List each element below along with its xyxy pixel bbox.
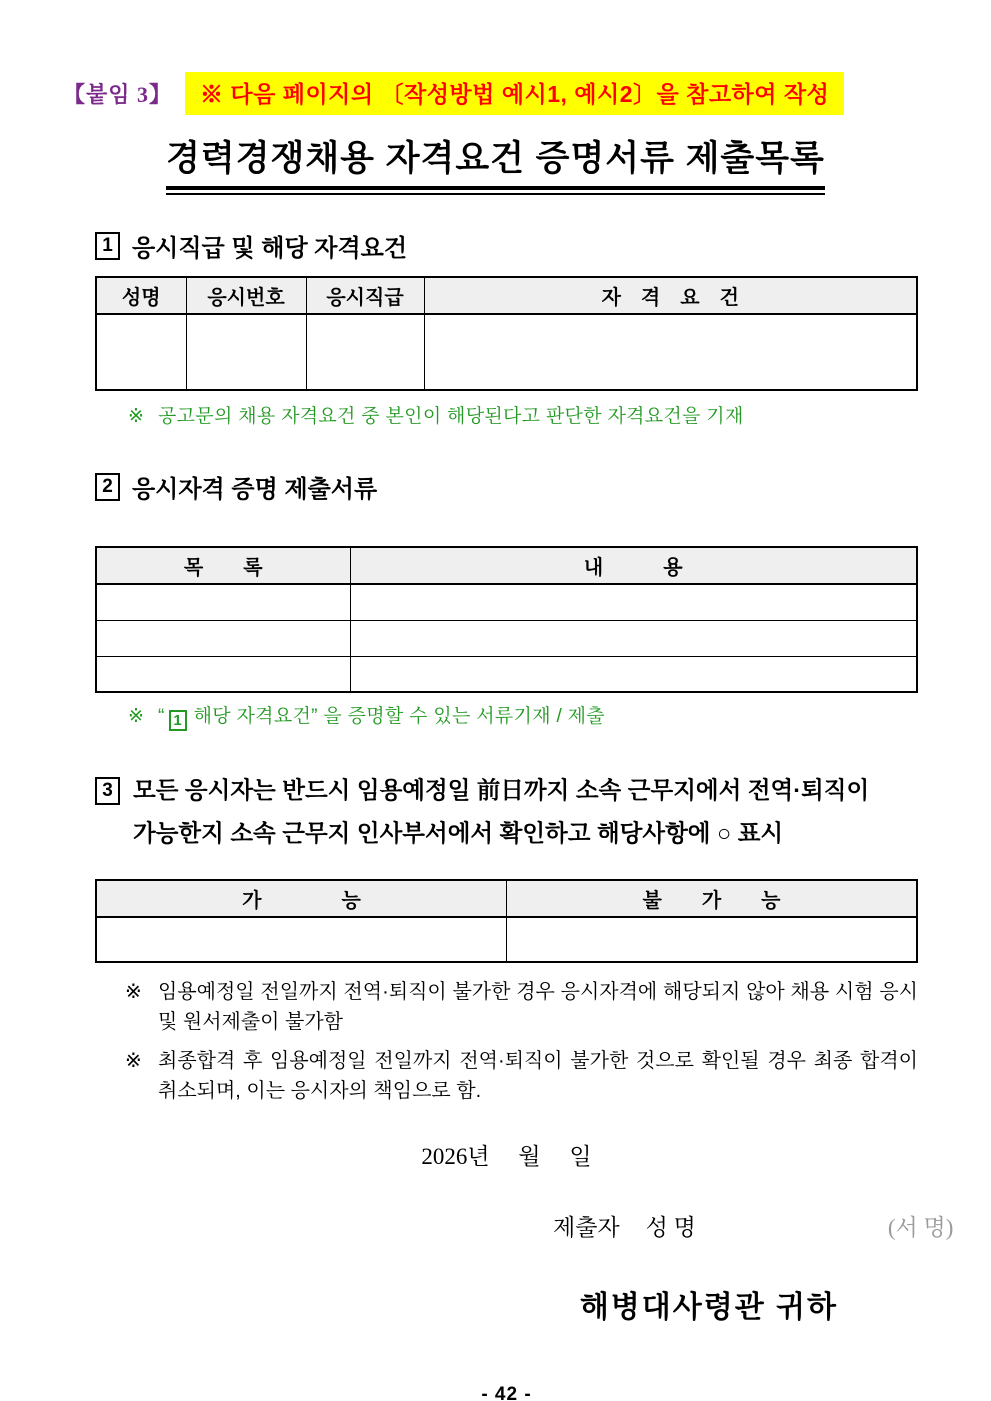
submitter-line: [95, 1209, 954, 1242]
date-line: 2026년 월 일: [421, 1144, 592, 1169]
possible-cell: [96, 917, 507, 962]
table-row: [96, 620, 917, 656]
section-2-heading: [95, 469, 918, 504]
document-list-cell: [96, 656, 350, 692]
table-row: [96, 656, 917, 692]
section-2-heading-label: 응시자격 증명 제출서류: [132, 476, 378, 503]
header-qualification: 자 격 요 건: [424, 277, 917, 314]
header-position-grade: 응시직급: [306, 277, 424, 314]
reference-mark: ※: [125, 1050, 142, 1072]
header-document-list: 목 록: [96, 547, 350, 584]
applicant-qualification-table: [95, 276, 918, 391]
notice-banner: ※ 다음 페이지의 〔작성방법 예시1, 예시2〕을 참고하여 작성: [185, 72, 844, 115]
note-text: 임용예정일 전일까지 전역·퇴직이 불가한 경우 응시자격에 해당되지 않아 채용 시험 응시 및 원서제출이 불가함: [158, 981, 918, 1033]
boxed-number-1: 1: [169, 710, 187, 731]
page-number: - 42 -: [481, 1384, 532, 1401]
table-header-row: [96, 880, 917, 917]
section-1-note: [128, 404, 918, 429]
section-2-note-text: [158, 704, 605, 731]
table-row: [96, 314, 917, 390]
table-row: [96, 584, 917, 620]
document-content-cell: [350, 584, 917, 620]
section-2-number-box: 2: [95, 473, 120, 501]
note-quote-prefix: “: [158, 706, 165, 727]
header-possible: 가 능: [96, 880, 507, 917]
availability-table: [95, 879, 918, 963]
header-impossible: 불 가 능: [507, 880, 918, 917]
impossible-cell: [507, 917, 918, 962]
table-row: [96, 917, 917, 962]
signature-placeholder: (서 명): [887, 1215, 954, 1240]
header-exam-number: 응시번호: [186, 277, 306, 314]
reference-mark: ※: [128, 706, 145, 727]
table-header-row: [96, 277, 917, 314]
name-label: 성 명: [645, 1215, 696, 1240]
header-name: 성명: [96, 277, 186, 314]
header-document-content: 내 용: [350, 547, 917, 584]
document-content-cell: [350, 620, 917, 656]
section-3-notes: [95, 977, 918, 1106]
position-grade-cell: [306, 314, 424, 390]
document-list-cell: [96, 620, 350, 656]
section-3-heading: [95, 769, 918, 855]
section-2-note: [128, 704, 918, 731]
note-item: [125, 1046, 918, 1106]
reference-mark: ※: [125, 981, 142, 1003]
note-suffix: 해당 자격요건” 을 증명할 수 있는 서류기재 / 제출: [193, 706, 605, 727]
section-1-note-text: 공고문의 채용 자격요건 중 본인이 해당된다고 판단한 자격요건을 기재: [158, 406, 744, 427]
document-list-cell: [96, 584, 350, 620]
addressee: 해병대사령관 귀하: [579, 1291, 838, 1324]
submitter-label: 제출자: [553, 1215, 620, 1240]
attachment-tag: 【붙임 3】: [63, 82, 173, 107]
doc-header: [63, 72, 991, 115]
document-title: 경력경쟁채용 자격요건 증명서류 제출목록: [166, 131, 825, 190]
document-content-cell: [350, 656, 917, 692]
section-1-heading: [95, 228, 918, 263]
exam-number-cell: [186, 314, 306, 390]
name-cell: [96, 314, 186, 390]
document-body: [95, 228, 954, 1401]
table-header-row: [96, 547, 917, 584]
section-3-line-2: 가능한지 소속 근무지 인사부서에서 확인하고 해당사항에 ○ 표시: [133, 820, 784, 846]
note-text: 최종합격 후 임용예정일 전일까지 전역·퇴직이 불가한 것으로 확인될 경우 최종 합격이 취소되며, 이는 응시자의 책임으로 함.: [158, 1050, 918, 1102]
reference-mark: ※: [128, 406, 145, 427]
section-3-line-1: 모든 응시자는 반드시 임용예정일 前日까지 소속 근무지에서 전역·퇴직이: [133, 777, 870, 803]
submitted-documents-table: [95, 546, 918, 693]
note-item: [125, 977, 918, 1037]
section-1-heading-label: 응시직급 및 해당 자격요건: [132, 235, 408, 262]
section-3-text: [133, 769, 869, 855]
title-row: [0, 131, 991, 190]
qualification-cell: [424, 314, 917, 390]
section-3-number-box: 3: [95, 777, 120, 805]
section-1-number-box: 1: [95, 232, 120, 260]
